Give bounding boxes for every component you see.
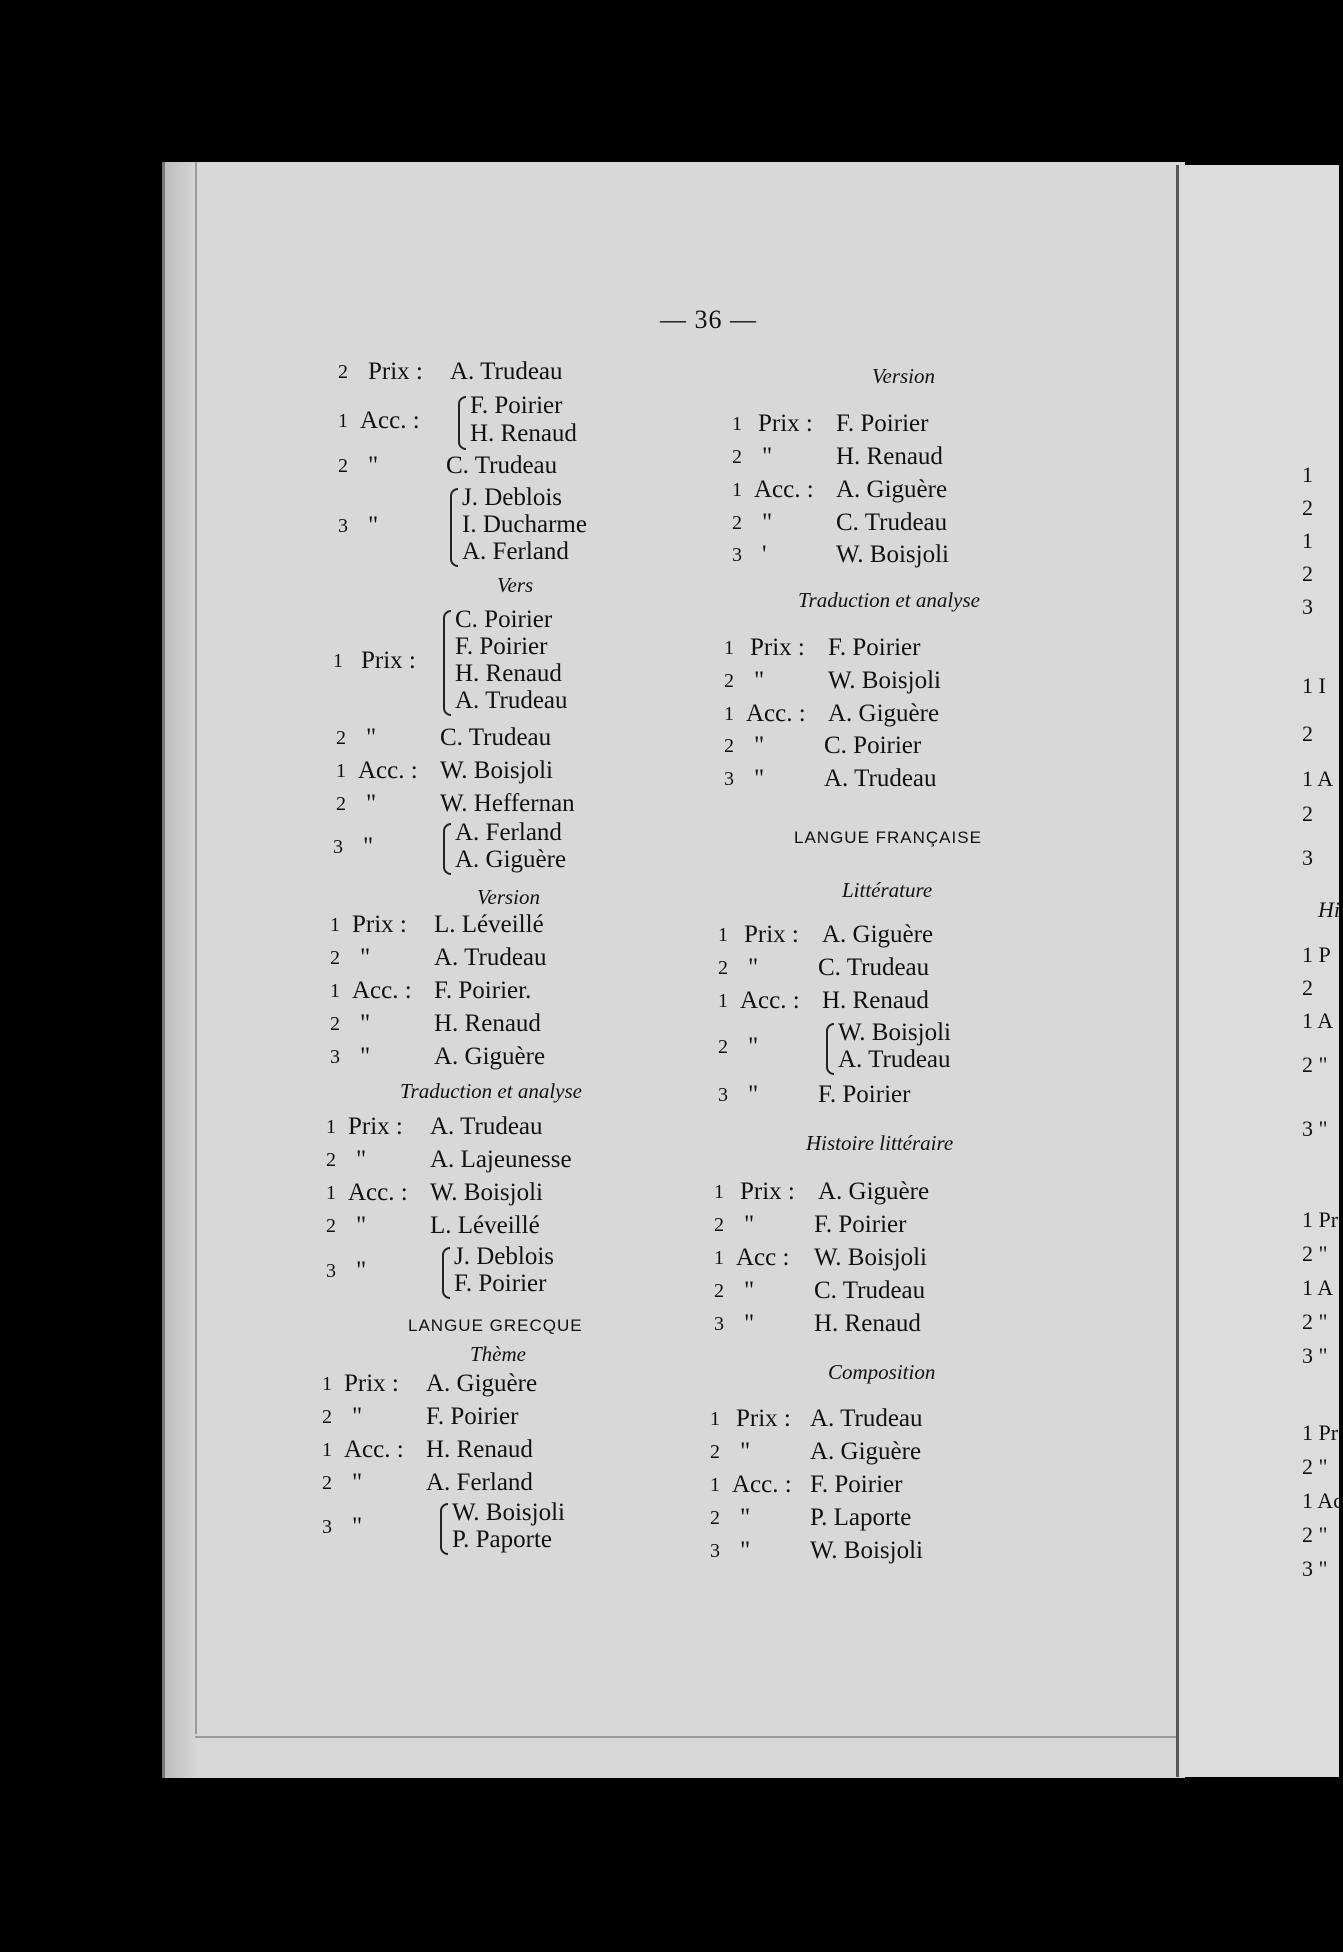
rank-number: 1 xyxy=(718,924,728,946)
award-row xyxy=(714,1276,1034,1306)
recipient-name: A. Trudeau xyxy=(450,358,563,385)
page-number: — 36 — xyxy=(660,305,757,334)
award-group xyxy=(333,820,653,874)
award-row xyxy=(322,1435,642,1465)
award-type: Acc. : xyxy=(352,977,412,1004)
section-heading: Traduction et analyse xyxy=(400,1079,582,1103)
recipient-name: A. Ferland xyxy=(462,538,569,565)
adjacent-page-text: 1 xyxy=(1302,462,1313,487)
award-type: Prix : xyxy=(361,647,416,674)
award-row xyxy=(322,1369,642,1399)
recipient-name: H. Renaud xyxy=(426,1436,533,1463)
recipient-name: A. Trudeau xyxy=(824,765,937,792)
award-row xyxy=(724,764,1044,794)
rank-number: 2 xyxy=(330,1013,340,1035)
rank-number: 2 xyxy=(732,512,742,534)
recipient-name: F. Poirier xyxy=(814,1211,907,1238)
section-heading: Littérature xyxy=(842,878,933,902)
award-type: " xyxy=(762,443,773,470)
recipient-name: A. Giguère xyxy=(836,476,948,503)
award-group xyxy=(338,485,658,566)
recipient-name: C. Trudeau xyxy=(440,724,552,751)
rank-number: 1 xyxy=(338,410,348,432)
award-type: Prix : xyxy=(744,921,799,948)
adjacent-page-text: 2 " xyxy=(1302,1454,1328,1479)
recipient-name: A. Lajeunesse xyxy=(430,1146,572,1173)
recipient-name: A. Giguère xyxy=(434,1043,546,1070)
recipient-name: W. Boisjoli xyxy=(452,1499,565,1526)
rank-number: 3 xyxy=(338,514,348,537)
recipient-name: F. Poirier xyxy=(426,1403,519,1430)
award-row xyxy=(724,731,1044,761)
adjacent-page-text: 1 Pr xyxy=(1302,1207,1339,1232)
award-row xyxy=(710,1437,1030,1467)
adjacent-page-text: 3 xyxy=(1302,594,1313,619)
recipient-name: A. Ferland xyxy=(455,819,562,846)
award-type: Acc. : xyxy=(732,1471,792,1498)
recipient-name: P. Laporte xyxy=(810,1504,912,1531)
award-row xyxy=(732,508,1052,538)
rank-number: 1 xyxy=(714,1181,724,1203)
recipient-name: A. Ferland xyxy=(426,1469,533,1496)
award-type: Prix : xyxy=(758,410,813,437)
rank-number: 1 xyxy=(333,650,343,672)
recipient-name: H. Renaud xyxy=(822,987,929,1014)
award-row xyxy=(732,442,1052,472)
rank-number: 1 xyxy=(732,413,742,435)
section-heading: Vers xyxy=(497,573,534,597)
adjacent-page-text: 3 " xyxy=(1302,1556,1328,1581)
recipient-name: W. Boisjoli xyxy=(430,1179,543,1206)
rank-number: 1 xyxy=(322,1373,332,1395)
rank-number: 2 xyxy=(718,957,728,979)
rank-number: 3 xyxy=(330,1046,340,1068)
rank-number: 1 xyxy=(732,479,742,501)
award-row xyxy=(710,1404,1030,1434)
award-group xyxy=(338,393,658,449)
award-type: " xyxy=(356,1212,367,1239)
award-type: " xyxy=(352,1469,363,1496)
award-row xyxy=(322,1468,642,1498)
award-type: " xyxy=(368,452,379,479)
award-group xyxy=(326,1244,646,1298)
recipient-name: A. Giguère xyxy=(828,700,940,727)
award-row xyxy=(714,1177,1034,1207)
rank-number: 2 xyxy=(326,1149,336,1171)
adjacent-page-text: 1 A xyxy=(1302,1008,1334,1033)
award-type: Acc : xyxy=(736,1244,790,1271)
recipient-name: C. Poirier xyxy=(455,606,553,633)
award-row xyxy=(710,1503,1030,1533)
recipient-name: H. Renaud xyxy=(470,420,577,447)
rank-number: 1 xyxy=(326,1182,336,1204)
award-type: " xyxy=(744,1310,755,1337)
rank-number: 1 xyxy=(330,980,340,1002)
rank-number: 2 xyxy=(326,1215,336,1237)
adjacent-page-text: 3 " xyxy=(1302,1343,1328,1368)
grouping-brace xyxy=(450,488,458,567)
award-row xyxy=(718,953,1038,983)
recipient-name: A. Trudeau xyxy=(434,944,547,971)
rank-number: 2 xyxy=(714,1280,724,1302)
rank-number: 2 xyxy=(724,670,734,692)
recipient-name: F. Poirier xyxy=(828,634,921,661)
rank-number: 1 xyxy=(710,1408,720,1430)
award-type: " xyxy=(762,509,773,536)
award-type: " xyxy=(352,1513,363,1540)
award-type: Acc. : xyxy=(348,1179,408,1206)
rank-number: 1 xyxy=(710,1474,720,1496)
rank-number: 2 xyxy=(718,1036,728,1058)
award-row xyxy=(330,1009,650,1039)
rank-number: 1 xyxy=(322,1439,332,1461)
award-type: " xyxy=(366,724,377,751)
adjacent-page-text: 1 A xyxy=(1302,1275,1334,1300)
recipient-name: C. Poirier xyxy=(824,732,922,759)
award-type: Prix : xyxy=(368,358,423,385)
award-type: " xyxy=(744,1277,755,1304)
grouping-brace xyxy=(440,1503,448,1555)
rank-number: 2 xyxy=(336,793,346,815)
rank-number: 3 xyxy=(724,768,734,790)
rank-number: 3 xyxy=(732,544,742,566)
award-type: " xyxy=(363,833,374,860)
recipient-name: F. Poirier xyxy=(470,392,563,419)
section-heading: LANGUE FRANÇAISE xyxy=(794,828,982,847)
award-type: " xyxy=(740,1438,751,1465)
rank-number: 2 xyxy=(710,1507,720,1529)
recipient-name: L. Léveillé xyxy=(430,1212,540,1239)
recipient-name: C. Trudeau xyxy=(818,954,930,981)
recipient-name: W. Boisjoli xyxy=(814,1244,927,1271)
award-type: " xyxy=(360,1010,371,1037)
rank-number: 3 xyxy=(326,1260,336,1282)
section-heading: Traduction et analyse xyxy=(798,588,980,612)
award-type: " xyxy=(356,1146,367,1173)
award-type: Acc. : xyxy=(740,987,800,1014)
award-type: Acc. : xyxy=(358,757,418,784)
recipient-name: I. Ducharme xyxy=(462,511,587,538)
award-type: Prix : xyxy=(352,911,407,938)
adjacent-page-text: 2 " xyxy=(1302,1052,1328,1077)
award-row xyxy=(710,1470,1030,1500)
recipient-name: A. Giguère xyxy=(810,1438,922,1465)
award-row xyxy=(732,409,1052,439)
adjacent-page-text: 3 " xyxy=(1302,1116,1328,1141)
award-row xyxy=(338,357,658,387)
recipient-name: W. Boisjoli xyxy=(836,541,949,568)
adjacent-page-text: 1 xyxy=(1302,528,1313,553)
recipient-name: C. Trudeau xyxy=(814,1277,926,1304)
recipient-name: C. Trudeau xyxy=(446,452,558,479)
award-type: " xyxy=(352,1403,363,1430)
adjacent-page-text: 1 I xyxy=(1302,673,1326,698)
award-type: " xyxy=(360,1043,371,1070)
rank-number: 3 xyxy=(333,836,343,858)
grouping-brace xyxy=(458,396,466,450)
section-heading: LANGUE GRECQUE xyxy=(408,1316,583,1335)
award-type: Prix : xyxy=(344,1370,399,1397)
recipient-name: J. Deblois xyxy=(454,1243,554,1270)
rank-number: 1 xyxy=(336,760,346,782)
adjacent-page-text: 2 " xyxy=(1302,1522,1328,1547)
award-type: Acc. : xyxy=(746,700,806,727)
award-type: " xyxy=(360,944,371,971)
rank-number: 2 xyxy=(710,1441,720,1463)
recipient-name: H. Renaud xyxy=(836,443,943,470)
award-type: Acc. : xyxy=(754,476,814,503)
recipient-name: H. Renaud xyxy=(455,660,562,687)
rank-number: 2 xyxy=(338,361,348,383)
rank-number: 1 xyxy=(724,637,734,659)
award-type: Acc. : xyxy=(344,1436,404,1463)
rank-number: 3 xyxy=(718,1084,728,1106)
award-row xyxy=(724,666,1044,696)
award-row xyxy=(718,1080,1038,1110)
section-heading: Thème xyxy=(470,1342,526,1366)
award-row xyxy=(714,1243,1034,1273)
award-row xyxy=(336,789,656,819)
rank-number: 1 xyxy=(718,990,728,1012)
recipient-name: A. Trudeau xyxy=(810,1405,923,1432)
recipient-name: F. Poirier xyxy=(818,1081,911,1108)
recipient-name: A. Trudeau xyxy=(455,687,568,714)
recipient-name: H. Renaud xyxy=(434,1010,541,1037)
adjacent-page-text: 1 Ac xyxy=(1302,1488,1343,1513)
section-heading: Composition xyxy=(828,1360,936,1384)
award-type: Acc. : xyxy=(360,407,420,434)
page-border-left xyxy=(195,162,197,1734)
recipient-name: W. Heffernan xyxy=(440,790,575,817)
rank-number: 2 xyxy=(322,1406,332,1428)
page-border-bottom xyxy=(195,1736,1185,1738)
page-gutter-shade xyxy=(165,162,199,1778)
award-type: " xyxy=(366,790,377,817)
award-row xyxy=(336,756,656,786)
rank-number: 1 xyxy=(724,703,734,725)
award-row xyxy=(710,1536,1030,1566)
adjacent-page-text: 2 xyxy=(1302,801,1313,826)
award-row xyxy=(336,723,656,753)
award-row xyxy=(338,451,658,481)
award-type: " xyxy=(748,954,759,981)
recipient-name: F. Poirier. xyxy=(434,977,532,1004)
award-row xyxy=(718,986,1038,1016)
award-type: " xyxy=(748,1033,759,1060)
award-type: " xyxy=(740,1537,751,1564)
adjacent-page-text: 2 xyxy=(1302,975,1313,1000)
grouping-brace xyxy=(826,1023,834,1075)
award-row xyxy=(330,943,650,973)
rank-number: 3 xyxy=(710,1540,720,1562)
award-row xyxy=(330,976,650,1006)
award-row xyxy=(732,540,1052,570)
award-row xyxy=(330,1042,650,1072)
section-heading: Histoire littéraire xyxy=(806,1131,954,1155)
award-row xyxy=(714,1210,1034,1240)
recipient-name: H. Renaud xyxy=(814,1310,921,1337)
recipient-name: C. Trudeau xyxy=(836,509,948,536)
award-type: " xyxy=(368,511,379,539)
adjacent-page-text: 3 xyxy=(1302,845,1313,870)
award-group xyxy=(718,1020,1038,1074)
adjacent-page-text: 1 A xyxy=(1302,766,1334,791)
adjacent-page-text: 2 " xyxy=(1302,1241,1328,1266)
award-row xyxy=(326,1178,646,1208)
recipient-name: W. Boisjoli xyxy=(810,1537,923,1564)
award-group xyxy=(322,1500,642,1554)
award-row xyxy=(326,1211,646,1241)
adjacent-page-text: 2 xyxy=(1302,721,1313,746)
award-row xyxy=(330,910,650,940)
award-type: " xyxy=(740,1504,751,1531)
rank-number: 1 xyxy=(330,914,340,936)
adjacent-page-text: 1 Pr xyxy=(1302,1420,1339,1445)
award-type: Prix : xyxy=(740,1178,795,1205)
adjacent-page-text: Hi xyxy=(1318,897,1340,922)
rank-number: 2 xyxy=(336,727,346,749)
recipient-name: J. Deblois xyxy=(462,484,562,511)
award-type: " xyxy=(754,667,765,694)
rank-number: 1 xyxy=(714,1247,724,1269)
rank-number: 2 xyxy=(714,1214,724,1236)
recipient-name: A. Giguère xyxy=(818,1178,930,1205)
recipient-name: F. Poirier xyxy=(810,1471,903,1498)
adjacent-page-text: 2 " xyxy=(1302,1309,1328,1334)
recipient-name: F. Poirier xyxy=(836,410,929,437)
award-row xyxy=(326,1145,646,1175)
award-row xyxy=(724,633,1044,663)
recipient-name: L. Léveillé xyxy=(434,911,544,938)
rank-number: 2 xyxy=(724,735,734,757)
recipient-name: P. Paporte xyxy=(452,1526,552,1553)
rank-number: 3 xyxy=(714,1313,724,1335)
award-row xyxy=(718,920,1038,950)
award-row xyxy=(732,475,1052,505)
award-type: " xyxy=(748,1081,759,1108)
section-heading: Version xyxy=(872,364,935,388)
award-type: Prix : xyxy=(348,1113,403,1140)
adjacent-page-text: 2 xyxy=(1302,495,1313,520)
recipient-name: A. Trudeau xyxy=(838,1046,951,1073)
rank-number: 2 xyxy=(338,455,348,477)
rank-number: 2 xyxy=(330,947,340,969)
grouping-brace xyxy=(443,610,451,716)
recipient-name: F. Poirier xyxy=(455,633,548,660)
award-row xyxy=(714,1309,1034,1339)
recipient-name: W. Boisjoli xyxy=(828,667,941,694)
recipient-name: W. Boisjoli xyxy=(838,1019,951,1046)
recipient-name: F. Poirier xyxy=(454,1270,547,1297)
grouping-brace xyxy=(442,1247,450,1299)
grouping-brace xyxy=(443,823,451,875)
rank-number: 2 xyxy=(732,446,742,468)
rank-number: 3 xyxy=(322,1516,332,1538)
rank-number: 1 xyxy=(326,1116,336,1138)
section-heading: Version xyxy=(477,885,540,909)
award-row xyxy=(326,1112,646,1142)
award-type: " xyxy=(744,1211,755,1238)
recipient-name: A. Giguère xyxy=(455,846,567,873)
award-type: Prix : xyxy=(750,634,805,661)
award-type: " xyxy=(754,732,765,759)
recipient-name: A. Trudeau xyxy=(430,1113,543,1140)
adjacent-page-text: 1 P xyxy=(1302,942,1331,967)
award-type: ' xyxy=(762,541,767,568)
adjacent-page-text: 2 xyxy=(1302,561,1313,586)
award-row xyxy=(322,1402,642,1432)
recipient-name: W. Boisjoli xyxy=(440,757,553,784)
rank-number: 2 xyxy=(322,1472,332,1494)
award-group xyxy=(333,607,653,715)
recipient-name: A. Giguère xyxy=(822,921,934,948)
award-type: " xyxy=(754,765,765,792)
award-row xyxy=(724,699,1044,729)
award-type: Prix : xyxy=(736,1405,791,1432)
award-type: " xyxy=(356,1257,367,1284)
recipient-name: A. Giguère xyxy=(426,1370,538,1397)
